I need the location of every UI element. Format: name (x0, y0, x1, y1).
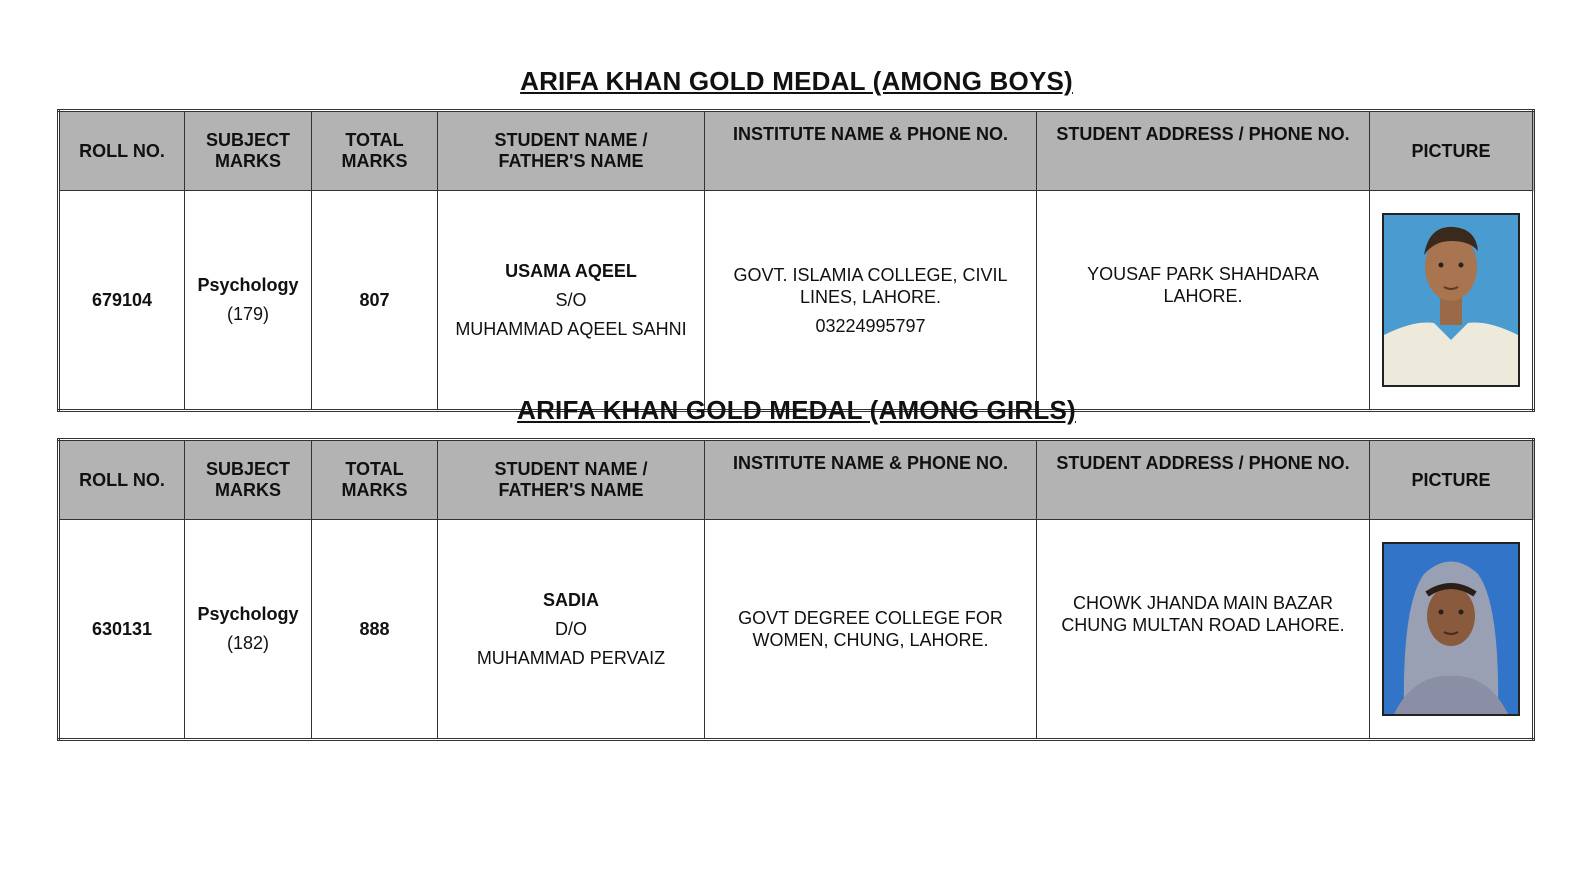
header-subject-line2: MARKS (215, 151, 281, 171)
header-subject-line2: MARKS (215, 480, 281, 500)
header-subject-line1: SUBJECT (205, 459, 290, 479)
relation: S/O (555, 289, 587, 310)
header-student-line2: FATHER'S NAME (498, 151, 644, 171)
address-line1: YOUSAF PARK SHAHDARA (1087, 264, 1319, 284)
header-total-line2: MARKS (341, 151, 408, 171)
picture-cell (1370, 520, 1534, 740)
subject-marks-cell (185, 520, 312, 740)
header-picture: PICTURE (1370, 111, 1534, 191)
address-line1: CHOWK JHANDA MAIN BAZAR (1072, 593, 1334, 613)
address-cell (1037, 520, 1370, 740)
student-photo-boy (1382, 213, 1520, 387)
header-address: STUDENT ADDRESS / PHONE NO. (1037, 111, 1370, 191)
header-total-line2: MARKS (341, 480, 408, 500)
institute-line1: GOVT. ISLAMIA COLLEGE, CIVIL (733, 264, 1008, 285)
header-institute: INSTITUTE NAME & PHONE NO. (705, 111, 1037, 191)
header-total-marks (312, 111, 438, 191)
table-header-row (59, 111, 1534, 191)
header-subject-line1: SUBJECT (205, 130, 290, 150)
relation: D/O (554, 618, 587, 639)
girls-medal-table (57, 438, 1535, 741)
total-marks-cell: 888 (312, 520, 438, 740)
father-name: MUHAMMAD AQEEL SAHNI (455, 318, 687, 339)
institute-cell (705, 191, 1037, 411)
institute-line2: LINES, LAHORE. (799, 286, 942, 307)
header-subject-marks (185, 111, 312, 191)
institute-line1: GOVT DEGREE COLLEGE FOR (738, 608, 1003, 628)
institute-cell (705, 520, 1037, 740)
header-address: STUDENT ADDRESS / PHONE NO. (1037, 440, 1370, 520)
student-name: USAMA AQEEL (505, 260, 637, 281)
header-total-line1: TOTAL (345, 459, 404, 479)
subject-marks: (179) (226, 304, 270, 324)
girls-section-title: ARIFA KHAN GOLD MEDAL (AMONG GIRLS) (517, 395, 1076, 425)
address-cell (1037, 191, 1370, 411)
subject-name: Psychology (197, 604, 299, 624)
roll-no-cell: 679104 (59, 191, 185, 411)
header-student-line1: STUDENT NAME / (494, 130, 648, 150)
roll-no-cell: 630131 (59, 520, 185, 740)
table-row (59, 520, 1534, 740)
boys-section-title: ARIFA KHAN GOLD MEDAL (AMONG BOYS) (520, 66, 1073, 96)
total-marks-cell: 807 (312, 191, 438, 411)
header-student-line1: STUDENT NAME / (494, 459, 648, 479)
header-total-marks (312, 440, 438, 520)
header-subject-marks (185, 440, 312, 520)
header-student-line2: FATHER'S NAME (498, 480, 644, 500)
student-photo-girl (1382, 542, 1520, 716)
subject-name: Psychology (197, 275, 299, 295)
header-total-line1: TOTAL (345, 130, 404, 150)
header-roll-no: ROLL NO. (59, 111, 185, 191)
subject-marks: (182) (226, 633, 270, 653)
student-name-cell (438, 520, 705, 740)
table-row (59, 191, 1534, 411)
header-roll-no: ROLL NO. (59, 440, 185, 520)
student-name-cell (438, 191, 705, 411)
address-line2: LAHORE. (1163, 286, 1243, 306)
header-institute: INSTITUTE NAME & PHONE NO. (705, 440, 1037, 520)
header-student-name (438, 440, 705, 520)
institute-phone: 03224995797 (815, 315, 926, 336)
header-picture: PICTURE (1370, 440, 1534, 520)
picture-cell (1370, 191, 1534, 411)
table-header-row (59, 440, 1534, 520)
subject-marks-cell (185, 191, 312, 411)
boys-medal-table (57, 109, 1535, 412)
institute-line2: WOMEN, CHUNG, LAHORE. (752, 630, 989, 650)
student-name: SADIA (542, 589, 599, 610)
address-line2: CHUNG MULTAN ROAD LAHORE. (1061, 615, 1345, 635)
father-name: MUHAMMAD PERVAIZ (476, 647, 666, 668)
header-student-name (438, 111, 705, 191)
